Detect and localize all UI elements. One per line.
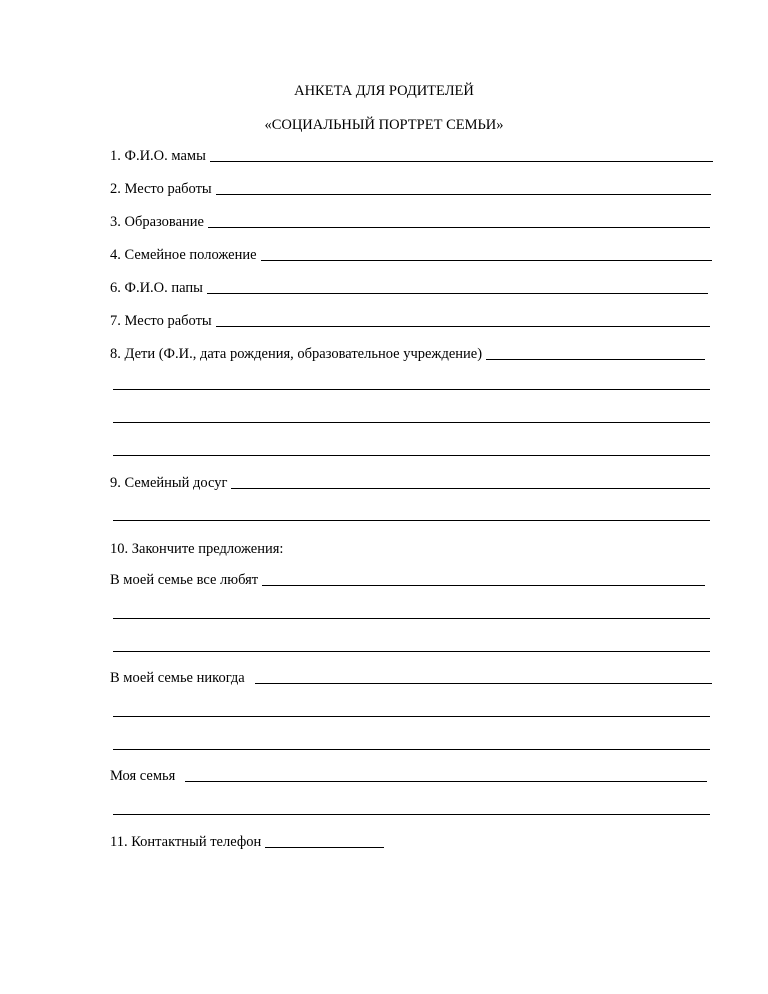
children-extra-line-3[interactable] xyxy=(113,455,710,456)
my-family-label: Моя семья xyxy=(110,768,176,784)
mother-workplace-label: 2. Место работы xyxy=(110,181,212,197)
my-family-extra-line[interactable] xyxy=(113,814,710,815)
children-extra-line-2[interactable] xyxy=(113,422,710,423)
never-row xyxy=(110,667,712,687)
marital-status-field[interactable] xyxy=(261,260,712,261)
children-field[interactable] xyxy=(486,359,705,360)
complete-sentences-heading: 10. Закончите предложения: xyxy=(110,541,284,557)
children-row xyxy=(110,343,705,363)
never-label: В моей семье никогда xyxy=(110,670,245,686)
family-leisure-field[interactable] xyxy=(231,488,710,489)
children-label: 8. Дети (Ф.И., дата рождения, образовательное учреждение) xyxy=(110,346,483,362)
document-subtitle: «СОЦИАЛЬНЫЙ ПОРТРЕТ СЕМЬИ» xyxy=(264,117,504,133)
phone-label: 11. Контактный телефон xyxy=(110,834,262,850)
education-row xyxy=(110,211,710,231)
everyone-loves-field[interactable] xyxy=(262,585,705,586)
phone-field[interactable] xyxy=(265,847,384,848)
education-field[interactable] xyxy=(208,227,710,228)
my-family-row xyxy=(110,765,707,785)
father-name-field[interactable] xyxy=(207,293,708,294)
mother-workplace-row xyxy=(110,178,711,198)
never-field[interactable] xyxy=(255,683,712,684)
mother-workplace-field[interactable] xyxy=(216,194,711,195)
document-title: АНКЕТА ДЛЯ РОДИТЕЛЕЙ xyxy=(294,83,474,99)
education-label: 3. Образование xyxy=(110,214,204,230)
everyone-loves-label: В моей семье все любят xyxy=(110,572,259,588)
never-extra-line-2[interactable] xyxy=(113,749,710,750)
marital-status-label: 4. Семейное положение xyxy=(110,247,257,263)
mother-name-label: 1. Ф.И.О. мамы xyxy=(110,148,206,164)
father-name-label: 6. Ф.И.О. папы xyxy=(110,280,203,296)
mother-name-row xyxy=(110,145,713,165)
father-workplace-label: 7. Место работы xyxy=(110,313,212,329)
phone-row xyxy=(110,831,384,851)
father-workplace-field[interactable] xyxy=(216,326,710,327)
marital-status-row xyxy=(110,244,712,264)
everyone-loves-row xyxy=(110,569,705,589)
father-workplace-row xyxy=(110,310,710,330)
children-extra-line-1[interactable] xyxy=(113,389,710,390)
father-name-row xyxy=(110,277,708,297)
everyone-loves-extra-line-2[interactable] xyxy=(113,651,710,652)
my-family-field[interactable] xyxy=(185,781,707,782)
mother-name-field[interactable] xyxy=(210,161,713,162)
family-leisure-label: 9. Семейный досуг xyxy=(110,475,228,491)
family-leisure-row xyxy=(110,472,710,492)
family-leisure-extra-line[interactable] xyxy=(113,520,710,521)
everyone-loves-extra-line-1[interactable] xyxy=(113,618,710,619)
never-extra-line-1[interactable] xyxy=(113,716,710,717)
